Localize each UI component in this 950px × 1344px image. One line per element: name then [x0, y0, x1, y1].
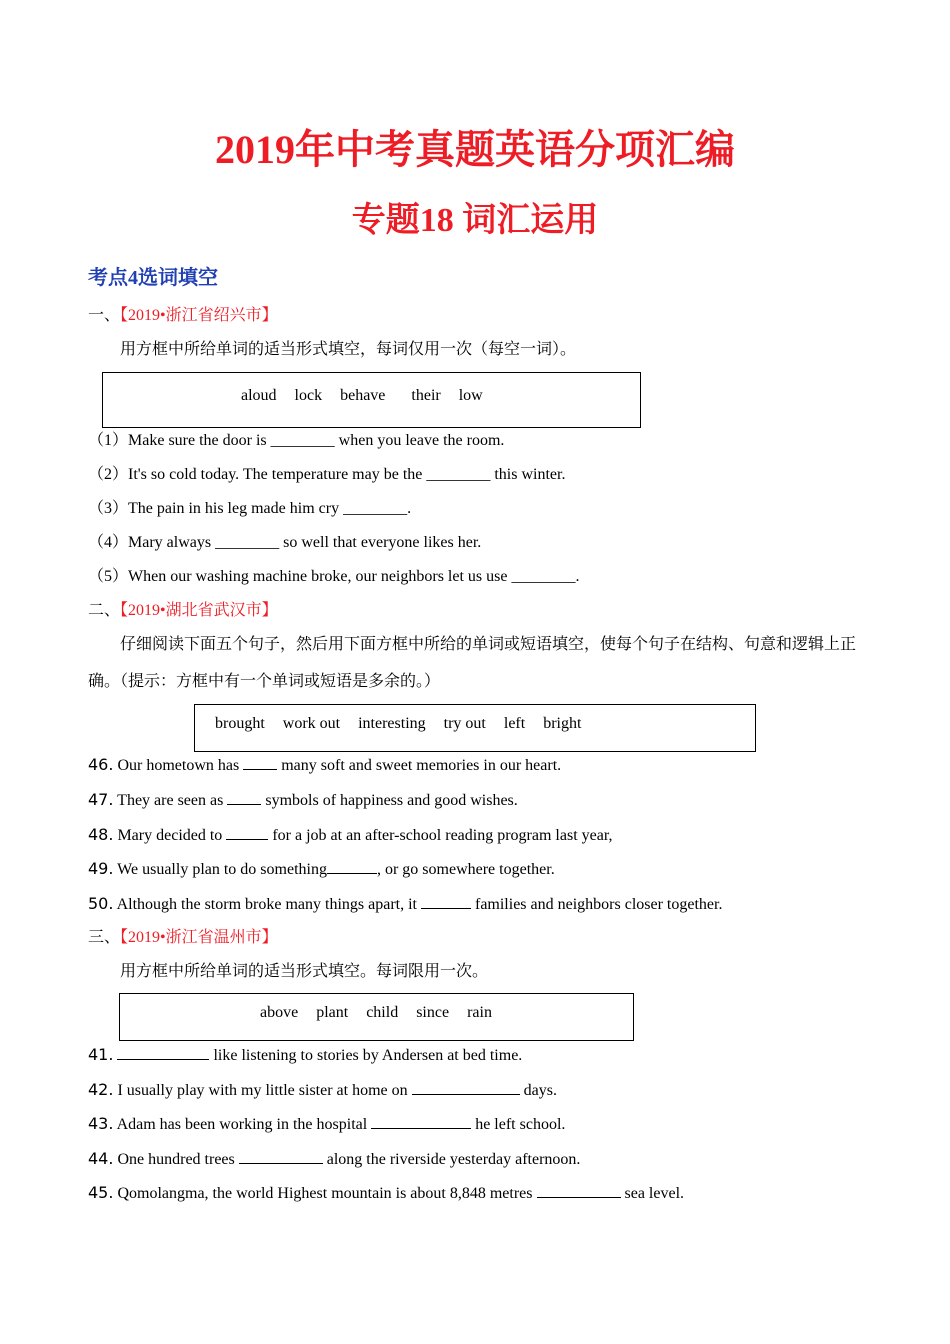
section-heading: 考点4选词填空: [88, 267, 218, 289]
question-text: They are seen as: [117, 792, 228, 809]
section-instruction: 仔细阅读下面五个句子，然后用下面方框中所给的单词或短语填空，使每个句子在结构、句意和逻辑上正确。（提示：方框中有一个单词或短语是多余的。）: [88, 636, 857, 690]
answer-blank[interactable]: ________: [426, 466, 491, 483]
answer-blank[interactable]: [412, 1080, 520, 1095]
word-option: bright: [543, 715, 582, 732]
word-option: interesting: [358, 715, 426, 732]
word-option: their: [411, 387, 441, 404]
question-item: [88, 1182, 684, 1205]
section-header: [88, 600, 278, 622]
word-option: try out: [443, 715, 486, 732]
question-text: Adam has been working in the hospital: [116, 1116, 372, 1133]
section-instruction: 用方框中所给单词的适当形式填空，每词仅用一次（每空一词）。: [120, 341, 577, 358]
question-item: [88, 754, 561, 777]
question-item: [88, 858, 555, 881]
question-text: days.: [519, 1082, 557, 1099]
answer-blank[interactable]: [421, 894, 471, 909]
question-text: The pain in his leg made him cry: [128, 500, 344, 517]
question-item: [88, 1079, 557, 1102]
page-title: 2019年中考真题英语分项汇编: [215, 127, 735, 172]
question-number: 43.: [88, 1114, 114, 1133]
question-item: [88, 532, 481, 554]
section-instruction: 用方框中所给单词的适当形式填空。每词限用一次。: [120, 963, 489, 980]
question-item: [88, 893, 722, 916]
question-item: [88, 498, 411, 520]
question-text: Mary decided to: [117, 827, 227, 844]
question-text: Mary always: [128, 534, 216, 551]
page-subtitle: 专题18 词汇运用: [351, 202, 599, 239]
question-number: 42.: [88, 1080, 114, 1099]
word-option: above: [260, 1004, 299, 1021]
word-option: left: [503, 715, 526, 732]
question-text: .: [407, 500, 412, 517]
question-number: 45.: [88, 1183, 114, 1202]
answer-blank[interactable]: [227, 790, 261, 805]
answer-blank[interactable]: [226, 825, 268, 840]
answer-blank[interactable]: [327, 859, 377, 874]
question-text: he left school.: [471, 1116, 566, 1133]
question-text: like listening to stories by Andersen at bed time.: [209, 1047, 523, 1064]
word-option: rain: [467, 1004, 492, 1021]
question-text: Our hometown has: [117, 757, 244, 774]
section-source: 【2019•浙江省绍兴市】: [120, 307, 278, 324]
word-box: [102, 372, 641, 428]
question-number: 48.: [88, 825, 114, 844]
question-number: 47.: [88, 790, 114, 809]
word-box: [194, 704, 756, 752]
question-number: （5）: [88, 568, 129, 585]
question-item: [88, 464, 565, 486]
answer-blank[interactable]: ________: [343, 500, 408, 517]
word-option: plant: [316, 1004, 349, 1021]
question-text: for a job at an after-school reading program last year,: [268, 827, 613, 844]
question-item: [88, 824, 613, 847]
section-header: [88, 927, 278, 949]
word-box: [119, 993, 634, 1041]
question-text: .: [575, 568, 580, 585]
question-number: 46.: [88, 755, 114, 774]
question-text: along the riverside yesterday afternoon.: [322, 1151, 581, 1168]
question-text: Qomolangma, the world Highest mountain is about 8,848 metres: [117, 1185, 537, 1202]
question-text: many soft and sweet memories in our heart.: [277, 757, 562, 774]
word-option: since: [416, 1004, 450, 1021]
question-number: 50.: [88, 894, 114, 913]
answer-blank[interactable]: ________: [215, 534, 280, 551]
answer-blank[interactable]: ________: [270, 432, 335, 449]
question-item: [88, 430, 504, 452]
word-option: low: [458, 387, 483, 404]
section-index: 二、: [88, 602, 121, 619]
question-number: 41.: [88, 1045, 114, 1064]
question-number: （2）: [88, 466, 129, 483]
question-number: （3）: [88, 500, 129, 517]
section-source: 【2019•浙江省温州市】: [120, 929, 278, 946]
question-text: Although the storm broke many things apart, it: [116, 896, 421, 913]
question-text: so well that everyone likes her.: [279, 534, 482, 551]
word-option: aloud: [241, 387, 277, 404]
question-item: [88, 1148, 580, 1171]
answer-blank[interactable]: [537, 1183, 621, 1198]
question-text: Make sure the door is: [128, 432, 271, 449]
question-item: [88, 1044, 522, 1067]
question-text: When our washing machine broke, our neighbors let us use: [128, 568, 512, 585]
section-source: 【2019•湖北省武汉市】: [120, 602, 278, 619]
question-text: It's so cold today. The temperature may be the: [128, 466, 427, 483]
question-item: [88, 566, 579, 588]
word-option: brought: [215, 715, 265, 732]
question-text: families and neighbors closer together.: [470, 896, 723, 913]
question-item: [88, 789, 518, 812]
word-option: lock: [294, 387, 323, 404]
answer-blank[interactable]: [243, 755, 277, 770]
section-header: [88, 305, 278, 327]
question-text: I usually play with my little sister at home on: [117, 1082, 412, 1099]
answer-blank[interactable]: [239, 1149, 323, 1164]
answer-blank[interactable]: [117, 1045, 209, 1060]
question-text: One hundred trees: [117, 1151, 239, 1168]
question-number: 44.: [88, 1149, 114, 1168]
section-index: 三、: [88, 929, 121, 946]
question-text: when you leave the room.: [334, 432, 505, 449]
question-text: We usually plan to do something: [117, 861, 327, 878]
question-text: , or go somewhere together.: [376, 861, 555, 878]
answer-blank[interactable]: [371, 1114, 471, 1129]
question-number: （1）: [88, 432, 129, 449]
section-index: 一、: [88, 307, 121, 324]
word-option: behave: [340, 387, 386, 404]
question-text: this winter.: [490, 466, 566, 483]
question-item: [88, 1113, 565, 1136]
question-text: symbols of happiness and good wishes.: [261, 792, 518, 809]
answer-blank[interactable]: ________: [511, 568, 576, 585]
word-option: work out: [282, 715, 341, 732]
question-text: sea level.: [620, 1185, 685, 1202]
question-number: 49.: [88, 859, 114, 878]
word-option: child: [366, 1004, 399, 1021]
question-number: （4）: [88, 534, 129, 551]
